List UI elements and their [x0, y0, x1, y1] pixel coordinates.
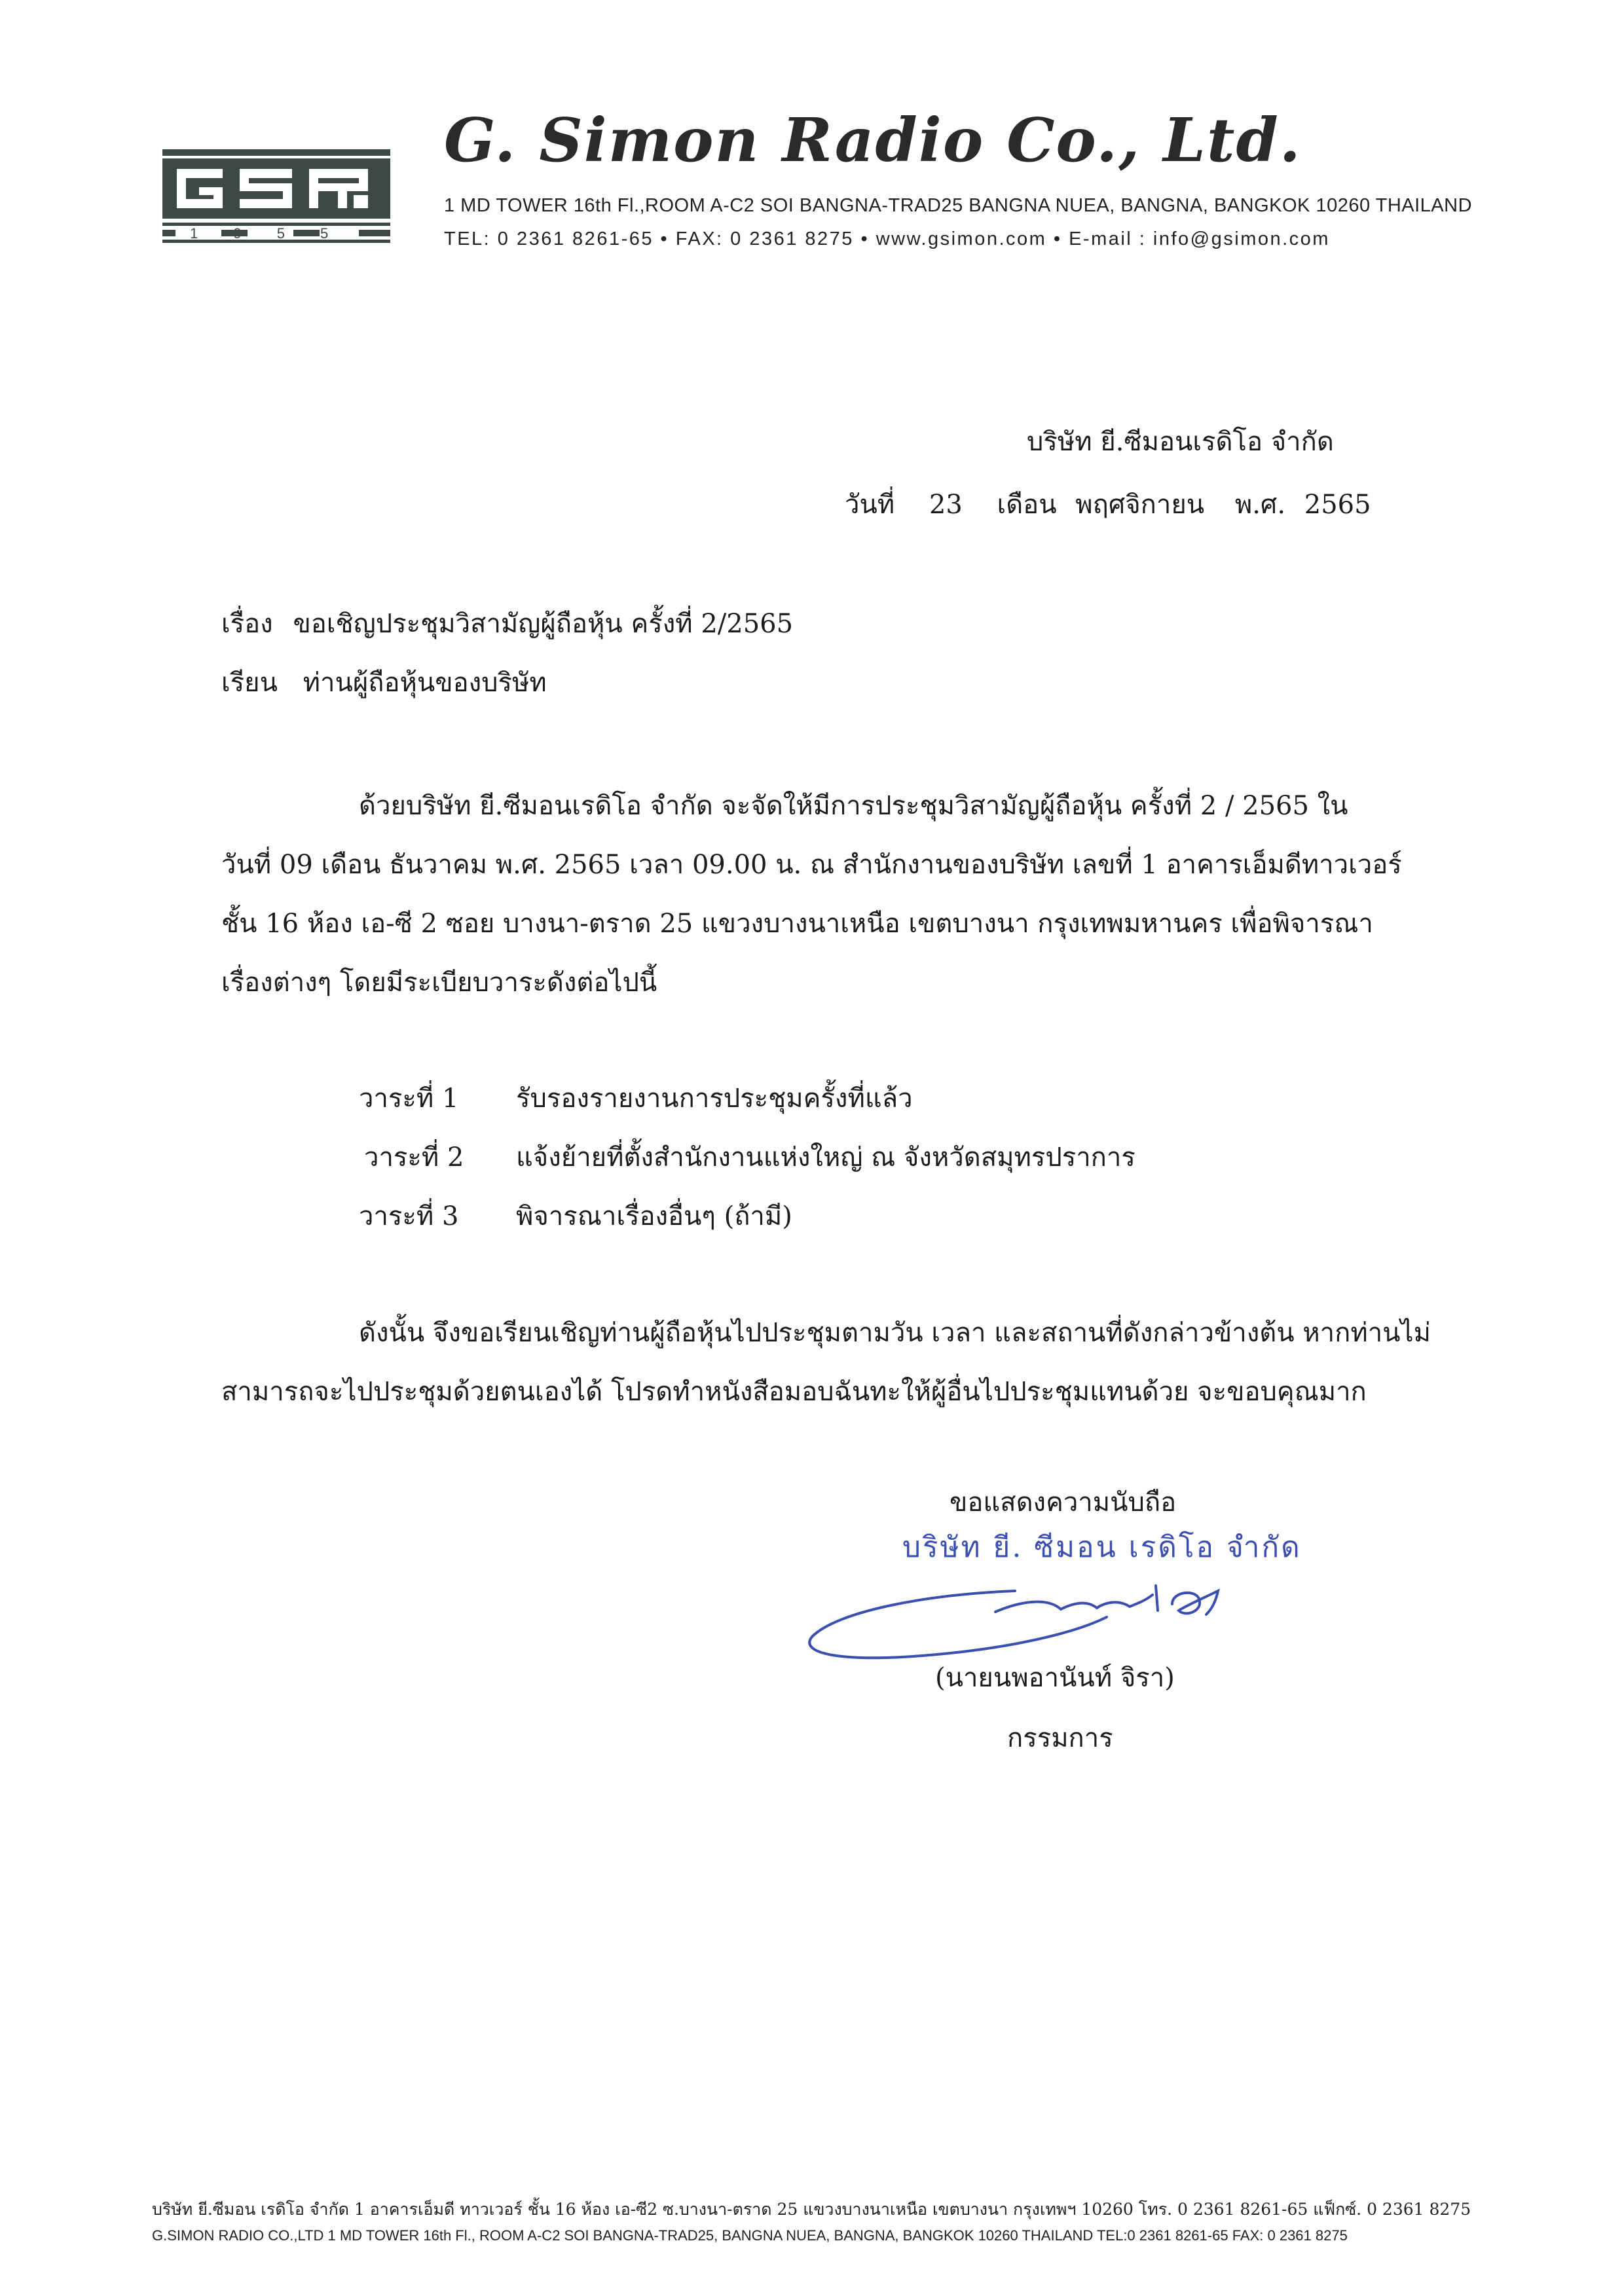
letterhead-address: 1 MD TOWER 16th Fl.,ROOM A-C2 SOI BANGNA-TRAD25 BANGNA NUEA, BANGNA, BANGKOK 10260 THAILAND: [444, 195, 1473, 216]
agenda-label: วาระที่ 1: [359, 1084, 459, 1114]
letter-date: [845, 483, 1371, 525]
gsr-logo-icon: [162, 149, 390, 246]
recipient-text: ท่านผู้ถือหุ้นของบริษัท: [303, 668, 547, 698]
date-year-label: พ.ศ.: [1234, 490, 1286, 520]
company-stamp: บริษัท ยี. ซีมอน เรดิโอ จำกัด: [902, 1531, 1302, 1564]
date-day: 23: [929, 490, 963, 520]
recipient-line: [221, 661, 547, 703]
date-month: พฤศจิกายน: [1075, 490, 1205, 520]
body-line-3: ชั้น 16 ห้อง เอ-ซี 2 ซอย บางนา-ตราด 25 แขวงบางนาเหนือ เขตบางนา กรุงเทพมหานคร เพื่อพิจารณา: [221, 909, 1373, 939]
subject-line: [221, 602, 793, 644]
date-year: 2565: [1304, 490, 1371, 520]
closing-line-1: ดังนั้น จึงขอเรียนเชิญท่านผู้ถือหุ้นไปประชุมตามวัน เวลา และสถานที่ดังกล่าวข้างต้น หากท่านไม่: [359, 1318, 1431, 1348]
company-name: G. Simon Radio Co., Ltd.: [444, 105, 1302, 175]
regards-text: ขอแสดงความนับถือ: [950, 1487, 1177, 1518]
recipient-label: เรียน: [221, 668, 278, 698]
body-line-1: ด้วยบริษัท ยี.ซีมอนเรดิโอ จำกัด จะจัดให้มีการประชุมวิสามัญผู้ถือหุ้น ครั้งที่ 2 / 2565 ใน: [359, 791, 1348, 821]
subject-text: ขอเชิญประชุมวิสามัญผู้ถือหุ้น ครั้งที่ 2/2565: [293, 609, 794, 639]
date-label: วันที่: [845, 490, 895, 520]
logo-caption: 1 9 5 5: [190, 225, 344, 242]
footer-english: G.SIMON RADIO CO.,LTD 1 MD TOWER 16th Fl., ROOM A-C2 SOI BANGNA-TRAD25, BANGNA NUEA, BANGNA, BANGKOK 10260 THAILAND TEL:0 2361 8261-65 FAX: 0 2361 8275: [152, 2227, 1348, 2244]
agenda-item: [364, 1136, 1135, 1178]
company-thai-name: บริษัท ยี.ซีมอนเรดิโอ จำกัด: [1027, 427, 1334, 457]
closing-line-2: สามารถจะไปประชุมด้วยตนเองได้ โปรดทำหนังสือมอบฉันทะให้ผู้อื่นไปประชุมแทนด้วย จะขอบคุณมาก: [221, 1377, 1367, 1407]
signer-name: (นายนพอานันท์ จิรา): [935, 1663, 1175, 1693]
agenda-label: วาระที่ 2: [364, 1142, 464, 1173]
agenda-text: รับรองรายงานการประชุมครั้งที่แล้ว: [516, 1084, 913, 1114]
agenda-text: พิจารณาเรื่องอื่นๆ (ถ้ามี): [516, 1201, 792, 1231]
agenda-item: [359, 1195, 792, 1237]
agenda-label: วาระที่ 3: [359, 1201, 459, 1231]
agenda-text: แจ้งย้ายที่ตั้งสำนักงานแห่งใหญ่ ณ จังหวัดสมุทรปราการ: [516, 1142, 1135, 1173]
subject-label: เรื่อง: [221, 609, 273, 639]
footer-thai: บริษัท ยี.ซีมอน เรดิโอ จำกัด 1 อาคารเอ็มดี ทาวเวอร์ ชั้น 16 ห้อง เอ-ซี2 ซ.บางนา-ตราด 25 แขวงบางนาเหนือ เขตบางนา กรุงเทพฯ 10260 โทร. 0 2361 8261-65 แฟ็กซ์. 0 2361 8275: [152, 2200, 1471, 2219]
letterhead-contact: TEL: 0 2361 8261-65 • FAX: 0 2361 8275 • www.gsimon.com • E-mail : info@gsimon.com: [444, 228, 1330, 249]
body-line-4: เรื่องต่างๆ โดยมีระเบียบวาระดังต่อไปนี้: [221, 968, 657, 998]
date-month-label: เดือน: [997, 490, 1057, 520]
body-line-2: วันที่ 09 เดือน ธันวาคม พ.ศ. 2565 เวลา 09.00 น. ณ สำนักงานของบริษัท เลขที่ 1 อาคารเอ็มดีทาวเวอร์: [221, 850, 1402, 880]
signer-title: กรรมการ: [1007, 1723, 1113, 1753]
agenda-item: [359, 1077, 913, 1119]
